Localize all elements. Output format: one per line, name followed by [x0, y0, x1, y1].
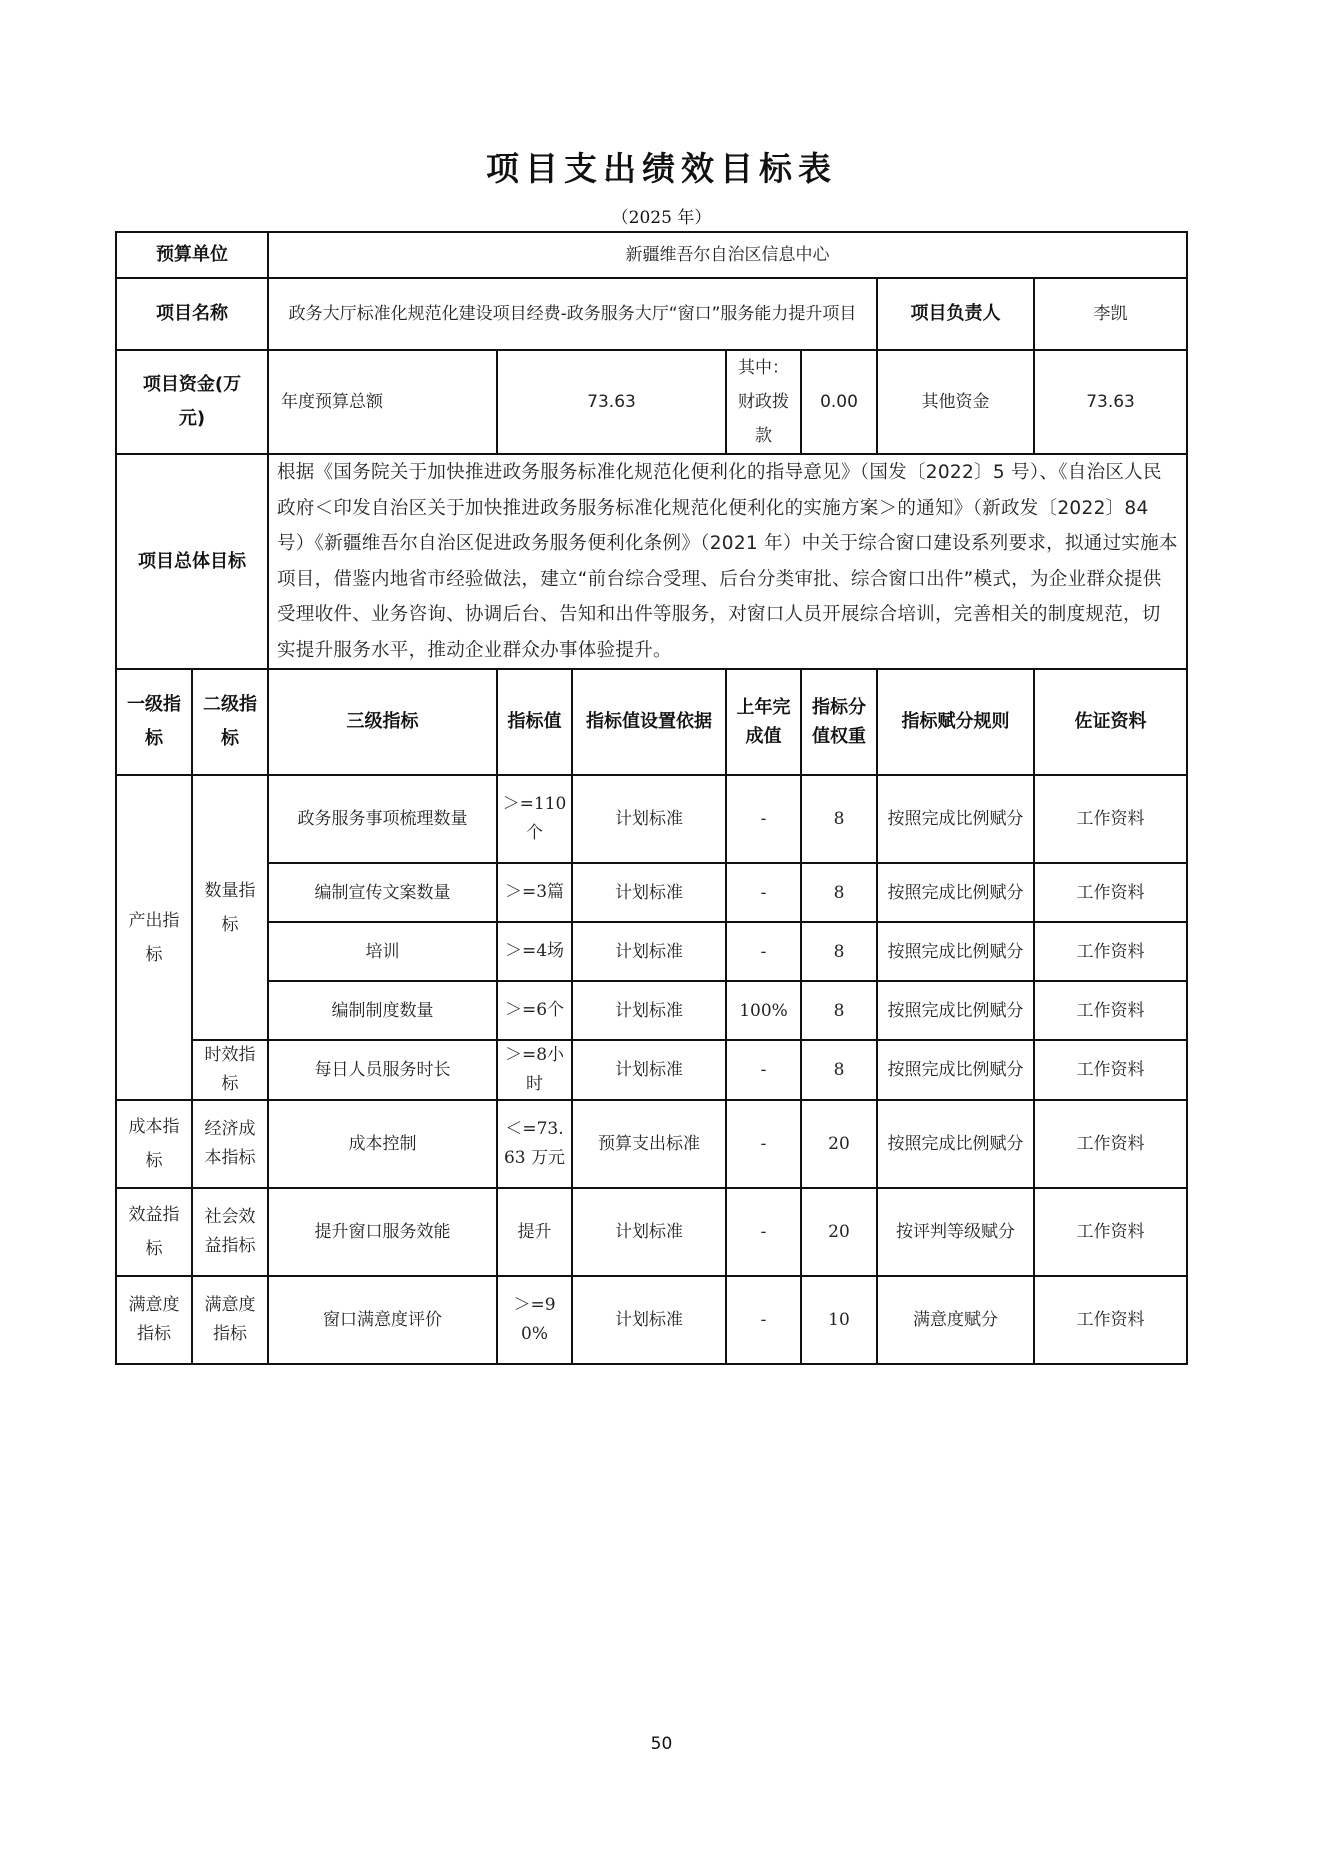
- project-name-value: 政务大厅标准化规范化建设项目经费-政务服务大厅“窗口”服务能力提升项目: [268, 278, 877, 350]
- table-row: [116, 981, 1187, 1040]
- budget-unit-label: 预算单位: [116, 232, 268, 278]
- col-header-weight: 指标分值权重: [801, 669, 877, 775]
- last-year-cell: 100%: [726, 981, 801, 1040]
- rule-cell: 按照完成比例赋分: [877, 1100, 1034, 1188]
- other-funds-label: 其他资金: [877, 350, 1034, 454]
- indicator-cell: 成本控制: [268, 1100, 497, 1188]
- col-header-rule: 指标赋分规则: [877, 669, 1034, 775]
- col-header-last-year: 上年完成值: [726, 669, 801, 775]
- weight-cell: 8: [801, 922, 877, 981]
- indicator-cell: 编制宣传文案数量: [268, 863, 497, 922]
- value-cell: ＜=73.63 万元: [497, 1100, 572, 1188]
- indicator-cell: 每日人员服务时长: [268, 1040, 497, 1100]
- basis-cell: 计划标准: [572, 1276, 726, 1364]
- annual-budget-label-text: 年度预算总额: [281, 392, 383, 412]
- basis-cell: 预算支出标准: [572, 1100, 726, 1188]
- table-row: [116, 863, 1187, 922]
- evidence-cell: 工作资料: [1034, 1040, 1187, 1100]
- evidence-cell: 工作资料: [1034, 922, 1187, 981]
- year-label: （2025 年）: [611, 208, 712, 228]
- col-header-basis: 指标值设置依据: [572, 669, 726, 775]
- indicator-cell: 提升窗口服务效能: [268, 1188, 497, 1276]
- evidence-cell: 工作资料: [1034, 981, 1187, 1040]
- weight-cell: 20: [801, 1100, 877, 1188]
- level1-benefit: 效益指标: [116, 1188, 192, 1276]
- page-number: 50: [650, 1734, 673, 1754]
- col-header-value: 指标值: [497, 669, 572, 775]
- value-cell: ＞=8小时: [497, 1040, 572, 1100]
- table-row: [116, 1100, 1187, 1188]
- level2-timeliness: 时效指标: [192, 1040, 268, 1100]
- value-cell: ＞=3篇: [497, 863, 572, 922]
- annual-budget-value: 73.63: [497, 350, 726, 454]
- basis-cell: 计划标准: [572, 1188, 726, 1276]
- evidence-cell: 工作资料: [1034, 863, 1187, 922]
- weight-cell: 10: [801, 1276, 877, 1364]
- last-year-cell: -: [726, 1276, 801, 1364]
- project-goal-label: 项目总体目标: [116, 454, 268, 669]
- indicator-cell: 培训: [268, 922, 497, 981]
- rule-cell: 按照完成比例赋分: [877, 863, 1034, 922]
- weight-cell: 8: [801, 863, 877, 922]
- value-cell: ＞=4场: [497, 922, 572, 981]
- rule-cell: 按照完成比例赋分: [877, 981, 1034, 1040]
- project-funds-row: [116, 350, 1187, 454]
- project-goal-text: 根据《国务院关于加快推进政务服务标准化规范化便利化的指导意见》（国发〔2022〕5 号）、《自治区人民政府＜印发自治区关于加快推进政务服务标准化规范化便利化的实施方案＞的通知》（新政发〔2022〕84 号）《新疆维吾尔自治区促进政务服务便利化条例》（2021 年）中关于综合窗口建设系列要求，拟通过实施本项目，借鉴内地省市经验做法，建立“前台综合受理、后台分类审批、综合窗口出件”模式，为企业群众提供受理收件、业务咨询、协调后台、告知和出件等服务，对窗口人员开展综合培训，完善相关的制度规范，切实提升服务水平，推动企业群众办事体验提升。: [268, 454, 1187, 669]
- fiscal-label: 其中：财政拨款: [726, 350, 801, 454]
- project-leader-label: 项目负责人: [877, 278, 1034, 350]
- basis-cell: 计划标准: [572, 863, 726, 922]
- budget-unit-value: 新疆维吾尔自治区信息中心: [268, 232, 1187, 278]
- level2-quantity: 数量指标: [192, 775, 268, 1040]
- value-cell: ＞=6个: [497, 981, 572, 1040]
- basis-cell: 计划标准: [572, 981, 726, 1040]
- project-goal-row: [116, 454, 1187, 669]
- table-row: [116, 1040, 1187, 1100]
- level2-satisfaction: 满意度指标: [192, 1276, 268, 1364]
- rule-cell: 按评判等级赋分: [877, 1188, 1034, 1276]
- weight-cell: 20: [801, 1188, 877, 1276]
- basis-cell: 计划标准: [572, 775, 726, 863]
- col-header-level1: 一级指标: [116, 669, 192, 775]
- page-title: 项目支出绩效目标表: [486, 149, 837, 188]
- rule-cell: 满意度赋分: [877, 1276, 1034, 1364]
- weight-cell: 8: [801, 775, 877, 863]
- level2-social-benefit: 社会效益指标: [192, 1188, 268, 1276]
- project-funds-label: 项目资金(万元): [116, 350, 268, 454]
- evidence-cell: 工作资料: [1034, 775, 1187, 863]
- last-year-cell: -: [726, 1100, 801, 1188]
- evidence-cell: 工作资料: [1034, 1100, 1187, 1188]
- column-header-row: [116, 669, 1187, 775]
- last-year-cell: -: [726, 1188, 801, 1276]
- indicator-cell: 窗口满意度评价: [268, 1276, 497, 1364]
- weight-cell: 8: [801, 1040, 877, 1100]
- basis-cell: 计划标准: [572, 1040, 726, 1100]
- col-header-level3: 三级指标: [268, 669, 497, 775]
- project-name-row: [116, 278, 1187, 350]
- indicator-cell: 编制制度数量: [268, 981, 497, 1040]
- project-leader-value: 李凯: [1034, 278, 1187, 350]
- indicator-cell: 政务服务事项梳理数量: [268, 775, 497, 863]
- last-year-cell: -: [726, 775, 801, 863]
- level1-cost: 成本指标: [116, 1100, 192, 1188]
- evidence-cell: 工作资料: [1034, 1188, 1187, 1276]
- value-cell: ＞=110个: [497, 775, 572, 863]
- annual-budget-label: [268, 350, 497, 454]
- table-row: [116, 922, 1187, 981]
- last-year-cell: -: [726, 863, 801, 922]
- evidence-cell: 工作资料: [1034, 1276, 1187, 1364]
- rule-cell: 按照完成比例赋分: [877, 1040, 1034, 1100]
- table-row: [116, 775, 1187, 863]
- table-row: [116, 1188, 1187, 1276]
- weight-cell: 8: [801, 981, 877, 1040]
- rule-cell: 按照完成比例赋分: [877, 922, 1034, 981]
- level1-output: 产出指标: [116, 775, 192, 1100]
- project-name-label: 项目名称: [116, 278, 268, 350]
- table-row: [116, 1276, 1187, 1364]
- fiscal-value: 0.00: [801, 350, 877, 454]
- last-year-cell: -: [726, 1040, 801, 1100]
- other-funds-value: 73.63: [1034, 350, 1187, 454]
- value-cell: ＞=90%: [497, 1276, 572, 1364]
- last-year-cell: -: [726, 922, 801, 981]
- value-cell: 提升: [497, 1188, 572, 1276]
- col-header-evidence: 佐证资料: [1034, 669, 1187, 775]
- level2-economic-cost: 经济成本指标: [192, 1100, 268, 1188]
- rule-cell: 按照完成比例赋分: [877, 775, 1034, 863]
- basis-cell: 计划标准: [572, 922, 726, 981]
- col-header-level2: 二级指标: [192, 669, 268, 775]
- performance-target-table: [115, 231, 1188, 1365]
- budget-unit-row: [116, 232, 1187, 278]
- level1-satisfaction: 满意度指标: [116, 1276, 192, 1364]
